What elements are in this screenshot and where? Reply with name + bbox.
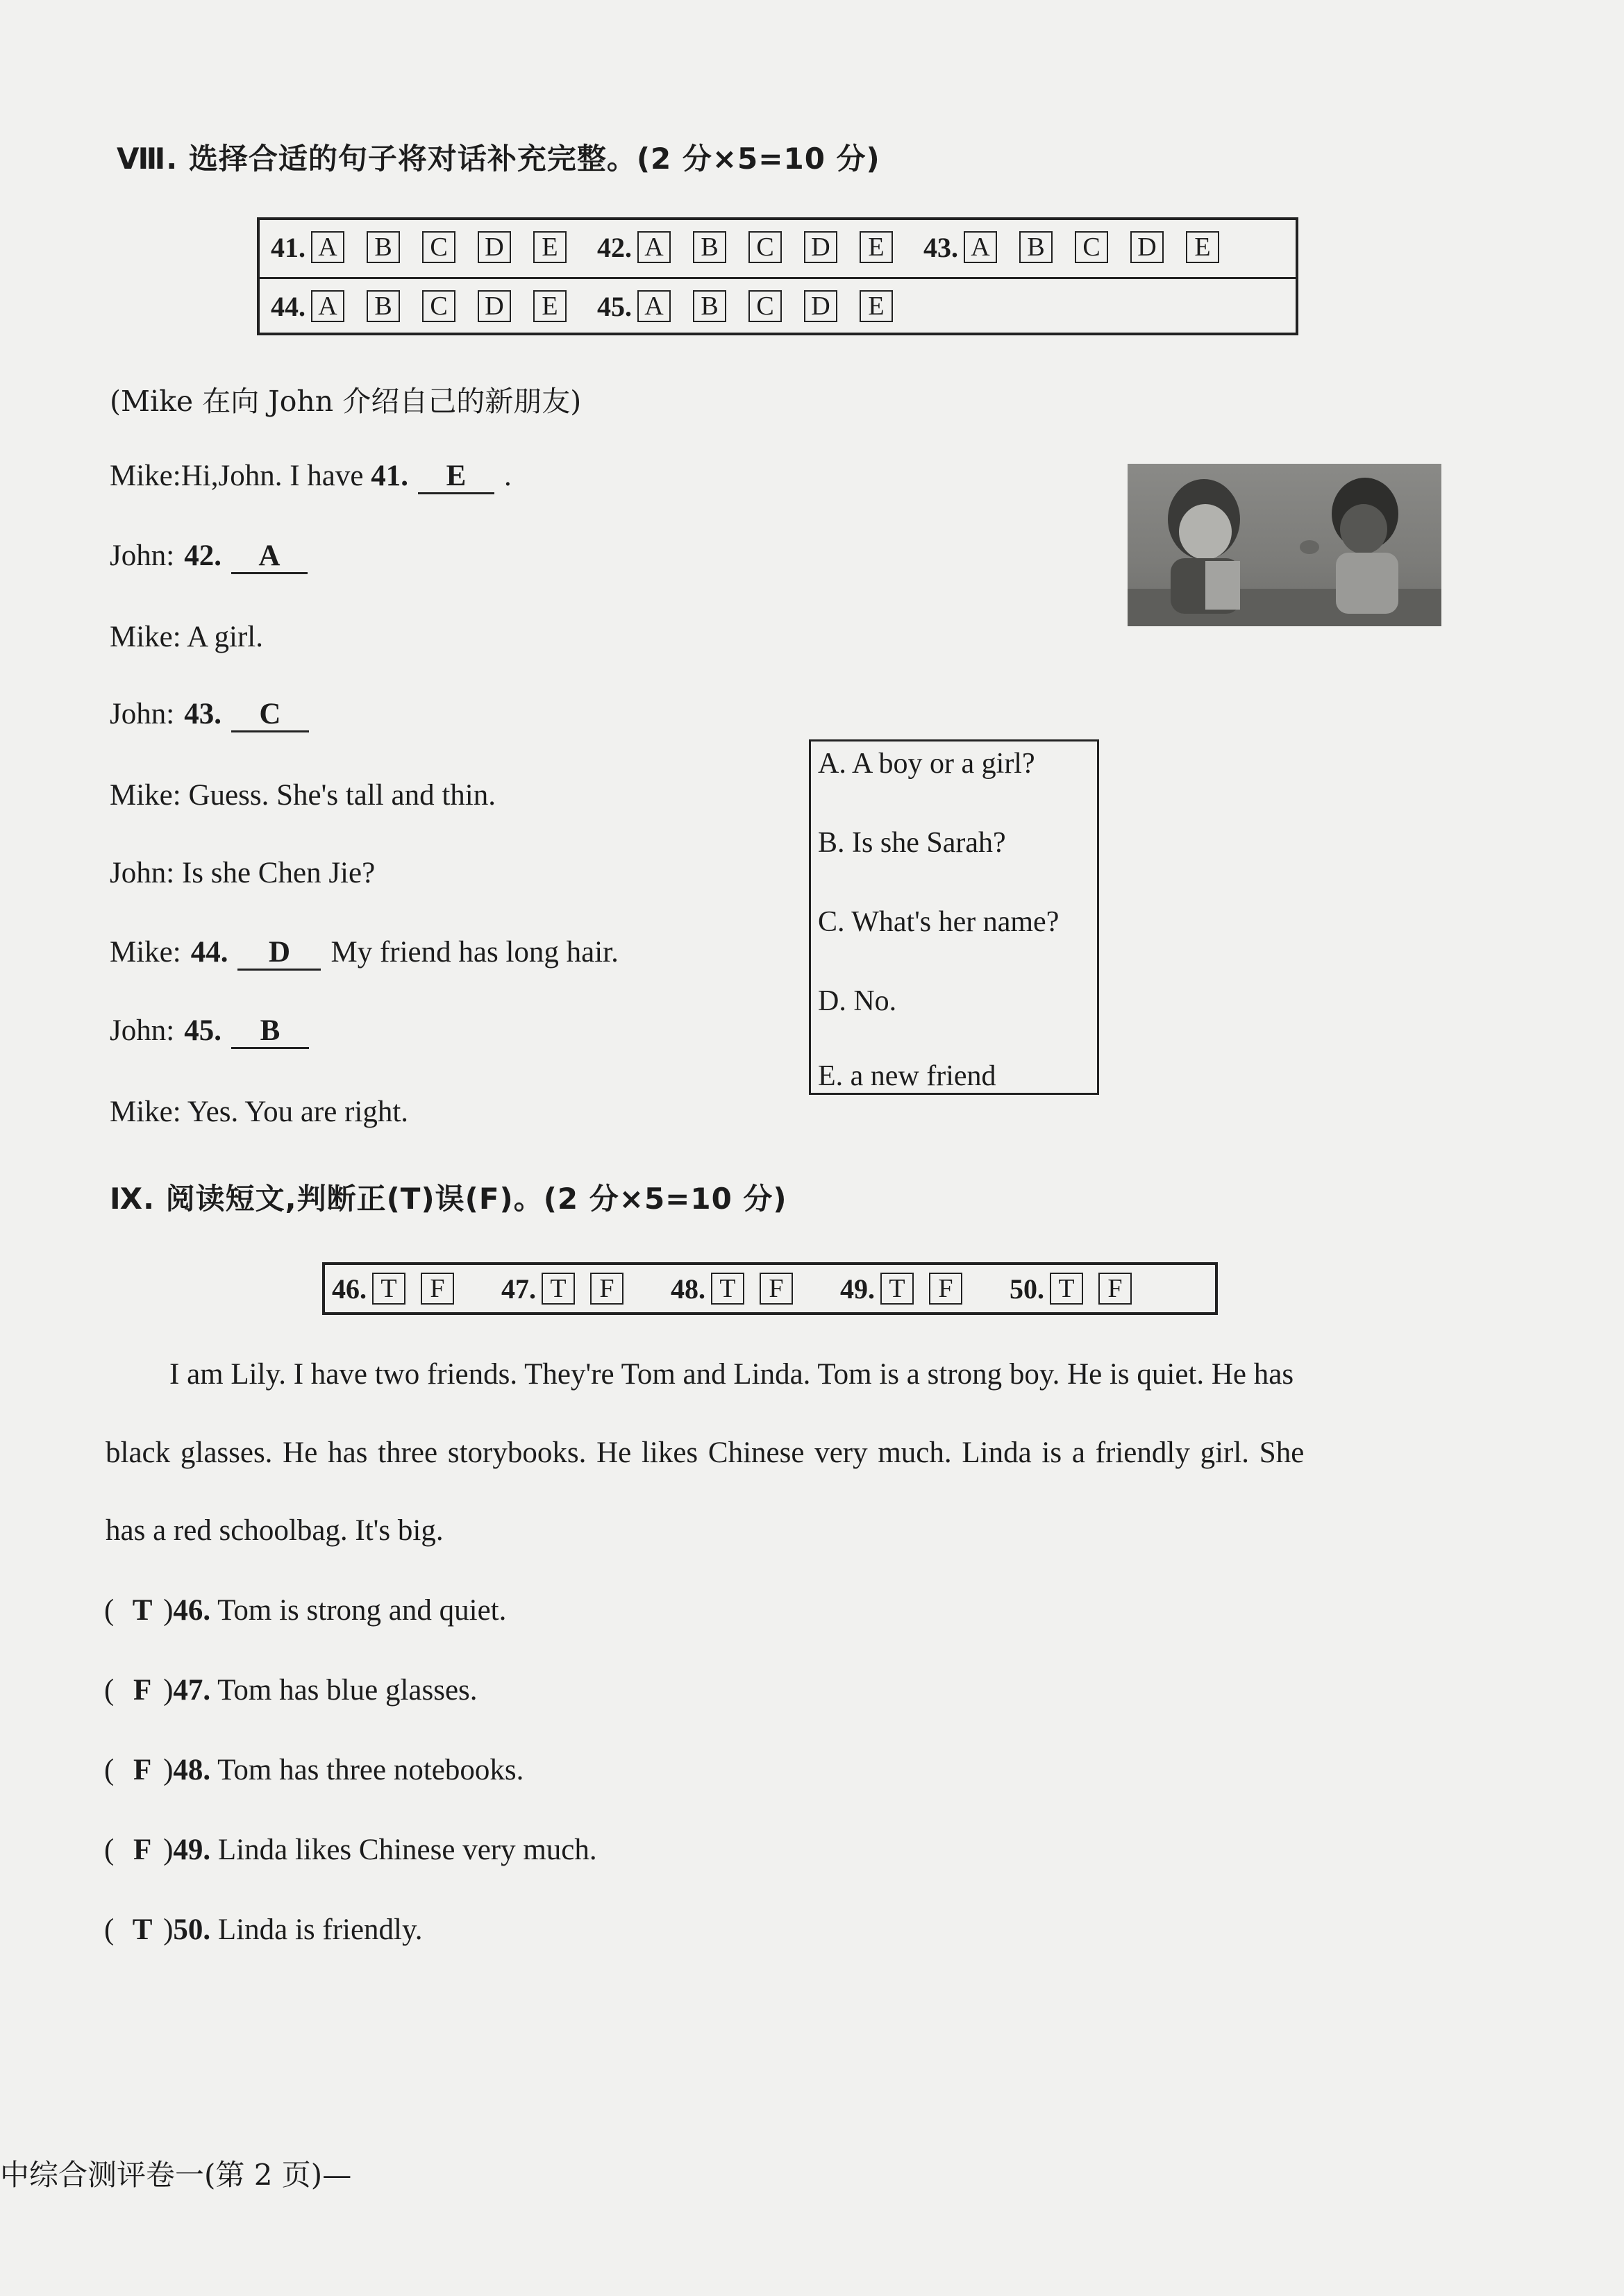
option-c: C. What's her name?: [818, 906, 1060, 938]
question-number: 46.: [332, 1273, 367, 1305]
choice-box-44-c[interactable]: C: [422, 290, 455, 322]
tf-mark-49[interactable]: F: [133, 1834, 152, 1866]
choice-box-45-b[interactable]: B: [693, 290, 726, 322]
answer-blank-44[interactable]: D: [237, 936, 321, 971]
dialogue-text: .: [503, 460, 512, 492]
tf-box-48-t[interactable]: T: [711, 1273, 744, 1305]
page-footer: 中综合测评卷一(第 2 页)—: [0, 2158, 352, 2192]
dialogue-line-2: [110, 539, 317, 574]
statement-48: ( F )48. Tom has three notebooks.: [104, 1754, 524, 1786]
question-number: 41.: [371, 460, 408, 492]
question-number: 50.: [1010, 1273, 1044, 1305]
tf-box-47-f[interactable]: F: [590, 1273, 623, 1305]
choice-box-45-a[interactable]: A: [637, 290, 671, 322]
statement-text: Linda likes Chinese very much.: [217, 1834, 597, 1866]
choice-box-44-a[interactable]: A: [311, 290, 344, 322]
statement-text: Tom is strong and quiet.: [217, 1594, 507, 1627]
choice-box-42-b[interactable]: B: [693, 231, 726, 263]
answer-blank-42[interactable]: A: [231, 539, 308, 574]
dialogue-line-1: [110, 459, 512, 494]
statement-text: Linda is friendly.: [217, 1913, 423, 1946]
options-box: [809, 739, 1099, 1095]
question-number: 48.: [671, 1273, 705, 1305]
speaker-label: Mike:: [110, 1096, 181, 1128]
choice-box-42-c[interactable]: C: [748, 231, 782, 263]
question-number: 42.: [184, 539, 221, 572]
question-number: 45.: [597, 290, 632, 322]
tf-answer-grid: [322, 1262, 1218, 1315]
option-e: E. a new friend: [818, 1060, 996, 1092]
tf-mark-48[interactable]: F: [133, 1754, 152, 1786]
statement-49: ( F )49. Linda likes Chinese very much.: [104, 1834, 597, 1866]
choice-box-41-e[interactable]: E: [533, 231, 567, 263]
statement-text: Tom has three notebooks.: [217, 1754, 524, 1786]
speaker-label: John:: [110, 1014, 175, 1047]
tf-box-47-t[interactable]: T: [542, 1273, 575, 1305]
tf-mark-46[interactable]: T: [132, 1594, 153, 1627]
statement-47: ( F )47. Tom has blue glasses.: [104, 1674, 478, 1707]
dialogue-text: Is she Chen Jie?: [181, 857, 376, 889]
answer-grid-row-1: [260, 220, 1296, 274]
choice-box-45-d[interactable]: D: [804, 290, 837, 322]
question-number: 47.: [501, 1273, 536, 1305]
dialogue-line-9: [110, 1095, 408, 1129]
statement-text: Tom has blue glasses.: [217, 1674, 478, 1707]
answer-group-44: [271, 290, 567, 323]
question-number: 48.: [173, 1754, 211, 1786]
choice-box-44-b[interactable]: B: [367, 290, 400, 322]
choice-box-43-c[interactable]: C: [1075, 231, 1108, 263]
tf-group-49: [840, 1273, 978, 1305]
choice-box-42-a[interactable]: A: [637, 231, 671, 263]
tf-box-46-t[interactable]: T: [372, 1273, 405, 1305]
question-number: 45.: [184, 1014, 221, 1047]
question-number: 49.: [173, 1834, 211, 1866]
tf-group-46: [332, 1273, 469, 1305]
answer-blank-41[interactable]: E: [418, 460, 494, 494]
option-b: B. Is she Sarah?: [818, 827, 1006, 859]
dialogue-text: Hi,John. I have: [181, 460, 371, 492]
question-number: 50.: [173, 1913, 211, 1946]
tf-group-47: [501, 1273, 639, 1305]
question-number: 43.: [184, 698, 221, 730]
choice-box-44-d[interactable]: D: [478, 290, 511, 322]
dialogue-line-8: [110, 1014, 319, 1049]
tf-box-50-t[interactable]: T: [1050, 1273, 1083, 1305]
choice-box-42-e[interactable]: E: [860, 231, 893, 263]
question-number: 44.: [271, 290, 305, 322]
illustration-two-boys: [1128, 464, 1441, 626]
tf-box-49-t[interactable]: T: [880, 1273, 914, 1305]
tf-box-46-f[interactable]: F: [421, 1273, 454, 1305]
choice-box-41-a[interactable]: A: [311, 231, 344, 263]
option-d: D. No.: [818, 985, 897, 1017]
question-number: 42.: [597, 231, 632, 263]
tf-box-49-f[interactable]: F: [929, 1273, 962, 1305]
dialogue-context: (Mike 在向 John 介绍自己的新朋友): [110, 385, 582, 418]
speaker-label: Mike:: [110, 779, 181, 812]
answer-grid-row-2: [260, 277, 1296, 333]
choice-box-41-b[interactable]: B: [367, 231, 400, 263]
speaker-label: John:: [110, 857, 175, 889]
choice-box-42-d[interactable]: D: [804, 231, 837, 263]
question-number: 49.: [840, 1273, 875, 1305]
answer-group-45: [597, 290, 893, 323]
choice-box-43-d[interactable]: D: [1130, 231, 1164, 263]
speaker-label: Mike:: [110, 460, 181, 492]
tf-box-48-f[interactable]: F: [760, 1273, 793, 1305]
question-number: 41.: [271, 231, 305, 263]
dialogue-line-4: [110, 697, 319, 732]
speaker-label: John:: [110, 698, 175, 730]
tf-box-50-f[interactable]: F: [1098, 1273, 1132, 1305]
option-a: A. A boy or a girl?: [818, 748, 1035, 780]
illustration-svg: [1128, 464, 1441, 626]
choice-box-41-d[interactable]: D: [478, 231, 511, 263]
answer-group-42: [597, 231, 893, 264]
dialogue-text: Yes. You are right.: [187, 1096, 409, 1128]
tf-mark-50[interactable]: T: [132, 1913, 153, 1946]
choice-box-43-e[interactable]: E: [1186, 231, 1219, 263]
section-9-heading: Ⅸ. 阅读短文,判断正(T)误(F)。(2 分×5=10 分): [110, 1182, 787, 1216]
choice-box-45-c[interactable]: C: [748, 290, 782, 322]
dialogue-text: Guess. She's tall and thin.: [188, 779, 496, 812]
dialogue-text: A girl.: [187, 621, 264, 653]
passage-line-1: I am Lily. I have two friends. They're Tom and Linda. Tom is a strong boy. He is quiet. He has: [169, 1358, 1294, 1391]
dialogue-line-3: [110, 620, 263, 654]
question-number: 43.: [923, 231, 958, 263]
choice-box-43-b[interactable]: B: [1019, 231, 1053, 263]
dialogue-line-5: [110, 778, 496, 812]
answer-group-43: [923, 231, 1219, 264]
speaker-label: Mike:: [110, 936, 181, 969]
choice-box-44-e[interactable]: E: [533, 290, 567, 322]
statement-50: ( T )50. Linda is friendly.: [104, 1913, 423, 1946]
section-8-heading: Ⅷ. 选择合适的句子将对话补充完整。(2 分×5=10 分): [117, 142, 880, 176]
speaker-label: Mike:: [110, 621, 181, 653]
tf-mark-47[interactable]: F: [133, 1674, 152, 1707]
answer-group-41: [271, 231, 567, 264]
tf-group-50: [1010, 1273, 1147, 1305]
choice-box-43-a[interactable]: A: [964, 231, 997, 263]
choice-box-45-e[interactable]: E: [860, 290, 893, 322]
question-number: 47.: [173, 1674, 211, 1707]
tf-group-48: [671, 1273, 808, 1305]
answer-grid-41-45: [257, 217, 1298, 335]
dialogue-text: My friend has long hair.: [330, 936, 619, 969]
passage-line-3: has a red schoolbag. It's big.: [106, 1514, 444, 1547]
answer-blank-45[interactable]: B: [231, 1014, 309, 1049]
choice-box-41-c[interactable]: C: [422, 231, 455, 263]
question-number: 46.: [173, 1594, 211, 1627]
answer-blank-43[interactable]: C: [231, 698, 309, 732]
statement-46: ( T )46. Tom is strong and quiet.: [104, 1594, 507, 1627]
question-number: 44.: [190, 936, 228, 969]
passage-line-2: black glasses. He has three storybooks. He likes Chinese very much. Linda is a friendly girl. She: [106, 1436, 1305, 1469]
dialogue-line-7: [110, 935, 619, 971]
speaker-label: John:: [110, 539, 175, 572]
dialogue-line-6: [110, 856, 375, 890]
